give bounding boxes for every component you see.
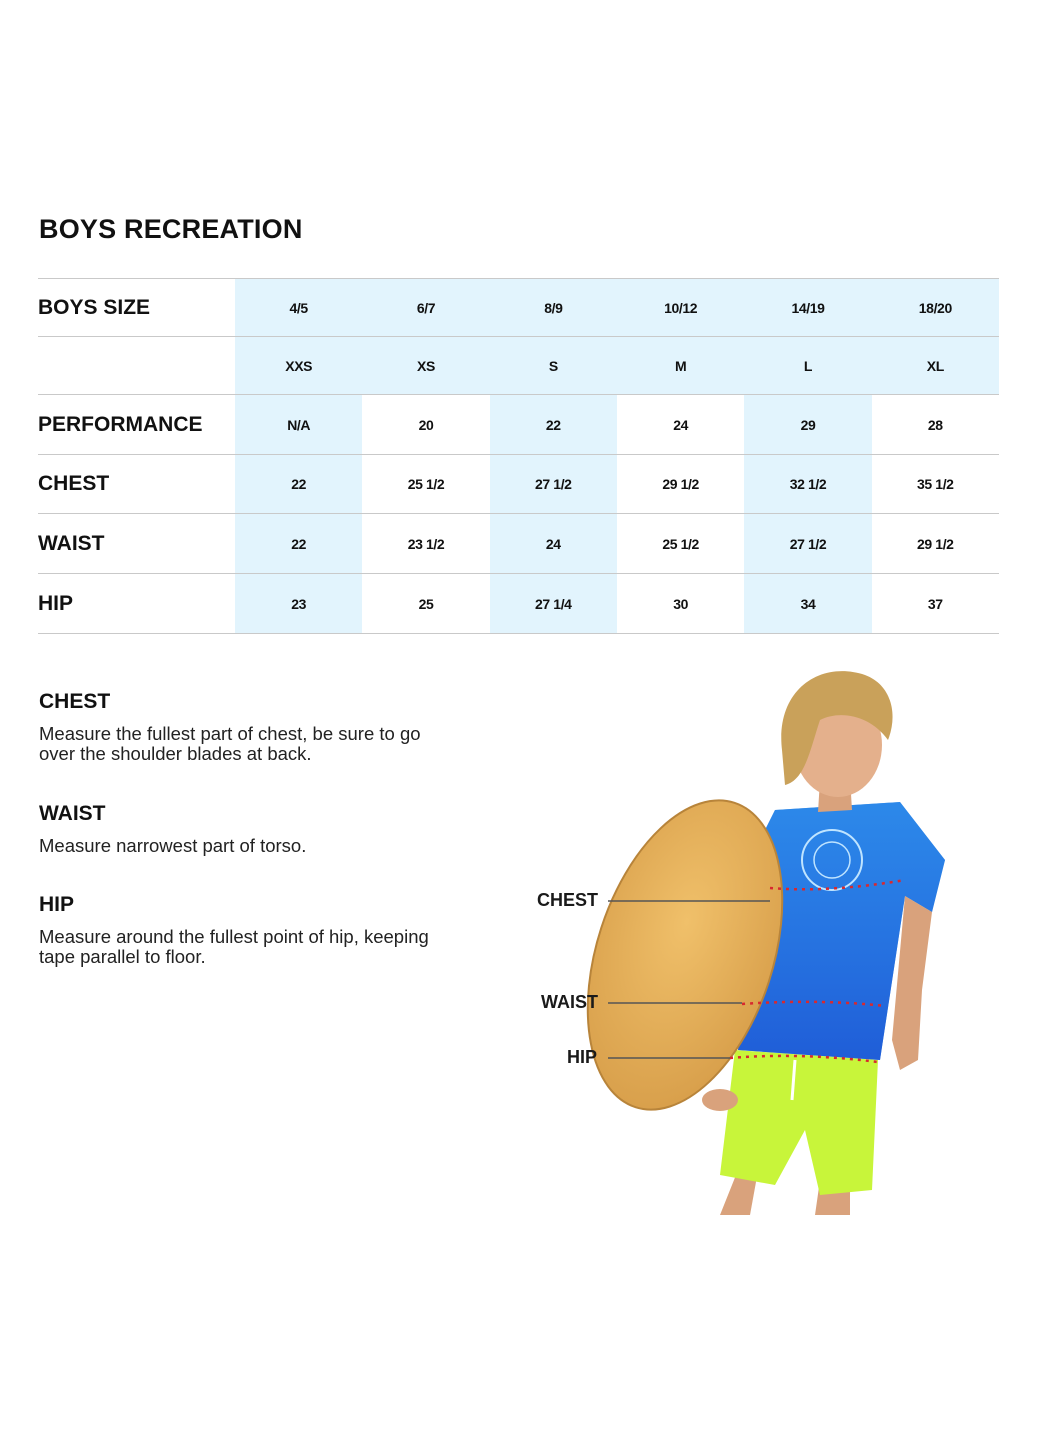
guide-chest — [39, 690, 459, 764]
table-cell: 23 — [235, 574, 362, 634]
letter-size-cell: L — [744, 337, 871, 395]
size-cell: 6/7 — [362, 279, 489, 337]
size-cell: 14/19 — [744, 279, 871, 337]
table-cell: 27 1/2 — [744, 514, 871, 574]
letter-size-cell: XL — [872, 337, 999, 395]
letter-size-cell: XS — [362, 337, 489, 395]
table-row-waist — [38, 514, 999, 574]
callout-hip: HIP — [567, 1047, 598, 1067]
table-cell: 25 — [362, 574, 489, 634]
guide-hip-title: HIP — [39, 893, 75, 916]
letter-size-cell: S — [490, 337, 617, 395]
table-cell: 32 1/2 — [744, 455, 871, 514]
guide-chest-title: CHEST — [39, 690, 111, 713]
table-cell: 29 1/2 — [872, 514, 999, 574]
table-cell: 34 — [744, 574, 871, 634]
size-cell: 4/5 — [235, 279, 362, 337]
size-cell: 8/9 — [490, 279, 617, 337]
table-row-chest — [38, 455, 999, 514]
row-label-hip: HIP — [38, 574, 235, 634]
row-label-boys-size: BOYS SIZE — [38, 279, 235, 337]
row-label-empty — [38, 337, 235, 395]
guide-chest-text: Measure the fullest part of chest, be sure to go over the shoulder blades at back. — [39, 723, 421, 764]
table-row-sizes — [38, 279, 999, 337]
table-cell: 22 — [235, 514, 362, 574]
table-cell: 20 — [362, 395, 489, 455]
table-cell: 29 — [744, 395, 871, 455]
table-cell: 30 — [617, 574, 744, 634]
table-cell: 27 1/4 — [490, 574, 617, 634]
table-cell: 22 — [235, 455, 362, 514]
table-cell: 24 — [617, 395, 744, 455]
table-cell: 25 1/2 — [362, 455, 489, 514]
table-cell: 23 1/2 — [362, 514, 489, 574]
table-cell: N/A — [235, 395, 362, 455]
guide-hip — [39, 893, 459, 967]
table-cell: 29 1/2 — [617, 455, 744, 514]
boy-with-bodyboard-illustration — [520, 660, 1000, 1220]
table-cell: 22 — [490, 395, 617, 455]
table-cell: 25 1/2 — [617, 514, 744, 574]
table-row-hip — [38, 574, 999, 634]
callout-waist: WAIST — [541, 992, 598, 1012]
guide-waist-text: Measure narrowest part of torso. — [39, 835, 307, 856]
size-cell: 18/20 — [872, 279, 999, 337]
table-cell: 24 — [490, 514, 617, 574]
guide-waist — [39, 802, 459, 856]
table-row-letters — [38, 337, 999, 395]
row-label-performance: PERFORMANCE — [38, 395, 235, 455]
size-chart-table — [38, 278, 999, 634]
page-title: BOYS RECREATION — [39, 214, 303, 244]
table-cell: 28 — [872, 395, 999, 455]
letter-size-cell: XXS — [235, 337, 362, 395]
guide-waist-title: WAIST — [39, 802, 106, 825]
table-cell: 35 1/2 — [872, 455, 999, 514]
model-figure — [520, 660, 1000, 1220]
size-cell: 10/12 — [617, 279, 744, 337]
table-cell: 37 — [872, 574, 999, 634]
letter-size-cell: M — [617, 337, 744, 395]
guide-hip-text: Measure around the fullest point of hip, keeping tape parallel to floor. — [39, 926, 429, 967]
table-row-performance — [38, 395, 999, 455]
table-cell: 27 1/2 — [490, 455, 617, 514]
row-label-chest: CHEST — [38, 455, 235, 514]
row-label-waist: WAIST — [38, 514, 235, 574]
callout-chest: CHEST — [537, 890, 599, 910]
